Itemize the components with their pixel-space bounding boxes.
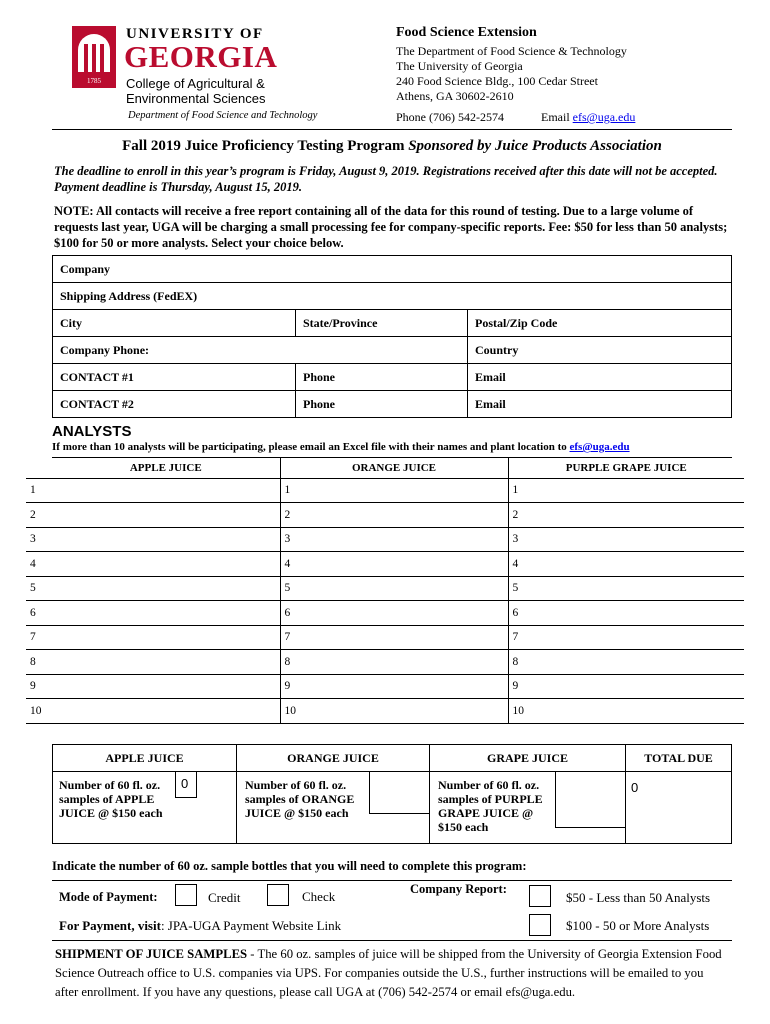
analyst-orange-cell[interactable]: 2 <box>280 503 508 528</box>
logo-college-line1: College of Agricultural & <box>126 76 265 91</box>
analyst-row <box>26 478 744 503</box>
analysts-table <box>26 458 744 724</box>
mode-of-payment-label: Mode of Payment: <box>59 890 158 904</box>
orange-qty-label: Number of 60 fl. oz. samples of ORANGE JUICE @ $150 each <box>245 778 355 820</box>
shipping-address-field[interactable]: Shipping Address (FedEX) <box>53 283 732 310</box>
analyst-grape-cell[interactable]: 8 <box>508 650 744 675</box>
form-title-line <box>52 138 732 155</box>
analyst-apple-cell[interactable]: 8 <box>26 650 280 675</box>
analyst-grape-cell[interactable]: 4 <box>508 552 744 577</box>
orange-qty-input[interactable] <box>369 772 430 814</box>
header-address: 240 Food Science Bldg., 100 Cedar Street <box>396 74 598 88</box>
note-text: NOTE: All contacts will receive a free report containing all of the data for this round of testing. Due to a large volume of requests last year, UGA will be charging a small processing fee for company-specific reports. Fee: $50 for less than 50 analysts; $100 for 50 or more analysts. Select your choice below. <box>54 204 728 250</box>
analyst-orange-cell[interactable]: 4 <box>280 552 508 577</box>
analyst-apple-cell[interactable]: 2 <box>26 503 280 528</box>
totals-apple-header: APPLE JUICE <box>53 745 237 772</box>
analyst-grape-cell[interactable]: 3 <box>508 527 744 552</box>
uga-arch-logo <box>72 26 116 88</box>
contact1-email-field[interactable]: Email <box>468 364 732 391</box>
apple-qty-label: Number of 60 fl. oz. samples of APPLE JUICE @ $150 each <box>59 778 163 820</box>
logo-year: 1785 <box>72 74 116 88</box>
analyst-grape-cell[interactable]: 9 <box>508 674 744 699</box>
payment-website-link[interactable]: : JPA-UGA Payment Website Link <box>160 918 342 933</box>
header-title: Food Science Extension <box>396 25 537 40</box>
apple-qty-input[interactable]: 0 <box>175 772 197 798</box>
payment-visit: For Payment, visit: JPA-UGA Payment Website Link <box>59 918 342 933</box>
grape-qty-label: Number of 60 fl. oz. samples of PURPLE GRAPE JUICE @ $150 each <box>438 778 543 834</box>
report-100-label: $100 - 50 or More Analysts <box>566 918 710 933</box>
analyst-grape-cell[interactable]: 10 <box>508 699 744 724</box>
postal-field[interactable]: Postal/Zip Code <box>468 310 732 337</box>
analysts-email-link[interactable]: efs@uga.edu <box>569 441 630 453</box>
contact2-phone-field[interactable]: Phone <box>296 391 468 418</box>
analyst-row <box>26 576 744 601</box>
header-phone: Phone (706) 542-2574 <box>396 110 504 124</box>
totals-total-header: TOTAL DUE <box>626 745 732 772</box>
analysts-col-grape: PURPLE GRAPE JUICE <box>508 458 744 478</box>
analyst-grape-cell[interactable]: 7 <box>508 625 744 650</box>
contact2-field[interactable]: CONTACT #2 <box>53 391 296 418</box>
state-field[interactable]: State/Province <box>296 310 468 337</box>
totals-apple-cell <box>53 772 237 844</box>
logo-university-of: UNIVERSITY OF <box>126 26 264 42</box>
totals-grape-header: GRAPE JUICE <box>430 745 626 772</box>
report-100-checkbox[interactable] <box>529 914 551 936</box>
contact1-phone-field[interactable]: Phone <box>296 364 468 391</box>
analyst-row <box>26 625 744 650</box>
analyst-orange-cell[interactable]: 1 <box>280 478 508 503</box>
shipment-text: SHIPMENT OF JUICE SAMPLES - The 60 oz. samples of juice will be shipped from the University of Georgia Extension Food Science Outreach office to U.S. companies via UPS. For companies outside the U.S., further instructions will be emailed to you after enrollment. If you have any questions, please call UGA at (706) 542-2574 or email efs@uga.edu. <box>55 947 722 999</box>
analysts-instruction: If more than 10 analysts will be participating, please email an Excel file with their names and plant location to efs@uga.edu <box>52 441 630 453</box>
company-report-label: Company Report: <box>410 882 507 896</box>
totals-table <box>52 744 732 844</box>
city-field[interactable]: City <box>53 310 296 337</box>
header-city: Athens, GA 30602-2610 <box>396 89 514 103</box>
company-phone-field[interactable]: Company Phone: <box>53 337 468 364</box>
check-checkbox[interactable] <box>267 884 289 906</box>
analyst-grape-cell[interactable]: 5 <box>508 576 744 601</box>
analyst-apple-cell[interactable]: 10 <box>26 699 280 724</box>
logo-department: Department of Food Science and Technology <box>128 110 318 121</box>
analysts-col-apple: APPLE JUICE <box>26 458 280 478</box>
company-info-table <box>52 255 732 418</box>
logo-college-line2: Environmental Sciences <box>126 91 266 106</box>
credit-label: Credit <box>208 890 241 905</box>
totals-orange-header: ORANGE JUICE <box>237 745 430 772</box>
analysts-heading: ANALYSTS <box>52 423 132 440</box>
form-sponsor: Sponsored by Juice Products Association <box>408 138 662 154</box>
payment-topline <box>52 880 732 881</box>
analyst-orange-cell[interactable]: 8 <box>280 650 508 675</box>
analyst-orange-cell[interactable]: 6 <box>280 601 508 626</box>
analyst-row <box>26 674 744 699</box>
analyst-orange-cell[interactable]: 7 <box>280 625 508 650</box>
analyst-apple-cell[interactable]: 1 <box>26 478 280 503</box>
grape-qty-input[interactable] <box>555 772 626 828</box>
analyst-apple-cell[interactable]: 3 <box>26 527 280 552</box>
analyst-row <box>26 552 744 577</box>
analyst-row <box>26 650 744 675</box>
check-label: Check <box>302 889 336 904</box>
header-dept: The Department of Food Science & Technology <box>396 44 627 58</box>
analyst-grape-cell[interactable]: 2 <box>508 503 744 528</box>
header-email-link[interactable]: efs@uga.edu <box>572 110 636 124</box>
totals-grape-cell <box>430 772 626 844</box>
shipment-topline <box>52 940 732 941</box>
analyst-apple-cell[interactable]: 5 <box>26 576 280 601</box>
totals-orange-cell <box>237 772 430 844</box>
header-email-label: Email efs@uga.edu <box>541 110 636 124</box>
credit-checkbox[interactable] <box>175 884 197 906</box>
analysts-col-orange: ORANGE JUICE <box>280 458 508 478</box>
analyst-row <box>26 503 744 528</box>
form-title: Fall 2019 Juice Proficiency Testing Program <box>122 138 405 154</box>
contact2-email-field[interactable]: Email <box>468 391 732 418</box>
header-divider <box>52 129 732 130</box>
analyst-grape-cell[interactable]: 1 <box>508 478 744 503</box>
contact1-field[interactable]: CONTACT #1 <box>53 364 296 391</box>
report-50-label: $50 - Less than 50 Analysts <box>566 890 711 905</box>
analyst-apple-cell[interactable]: 4 <box>26 552 280 577</box>
analyst-grape-cell[interactable]: 6 <box>508 601 744 626</box>
analyst-orange-cell[interactable]: 10 <box>280 699 508 724</box>
country-field[interactable]: Country <box>468 337 732 364</box>
analyst-row <box>26 601 744 626</box>
report-50-checkbox[interactable] <box>529 885 551 907</box>
analyst-orange-cell[interactable]: 5 <box>280 576 508 601</box>
logo-georgia: GEORGIA <box>124 39 278 74</box>
company-field[interactable]: Company <box>53 256 732 283</box>
analyst-orange-cell[interactable]: 3 <box>280 527 508 552</box>
analyst-orange-cell[interactable]: 9 <box>280 674 508 699</box>
analyst-apple-cell[interactable]: 7 <box>26 625 280 650</box>
analyst-apple-cell[interactable]: 9 <box>26 674 280 699</box>
deadline-text: The deadline to enroll in this year’s program is Friday, August 9, 2019. Registrations received after this date will not be accepted. Payment deadline is Thursday, August 15, 2019. <box>54 164 718 194</box>
analyst-row <box>26 527 744 552</box>
indicate-text: Indicate the number of 60 oz. sample bottles that you will need to complete this program: <box>52 859 527 873</box>
total-due-value[interactable]: 0 <box>626 772 732 844</box>
analyst-apple-cell[interactable]: 6 <box>26 601 280 626</box>
analyst-row <box>26 699 744 724</box>
header-university: The University of Georgia <box>396 59 523 73</box>
